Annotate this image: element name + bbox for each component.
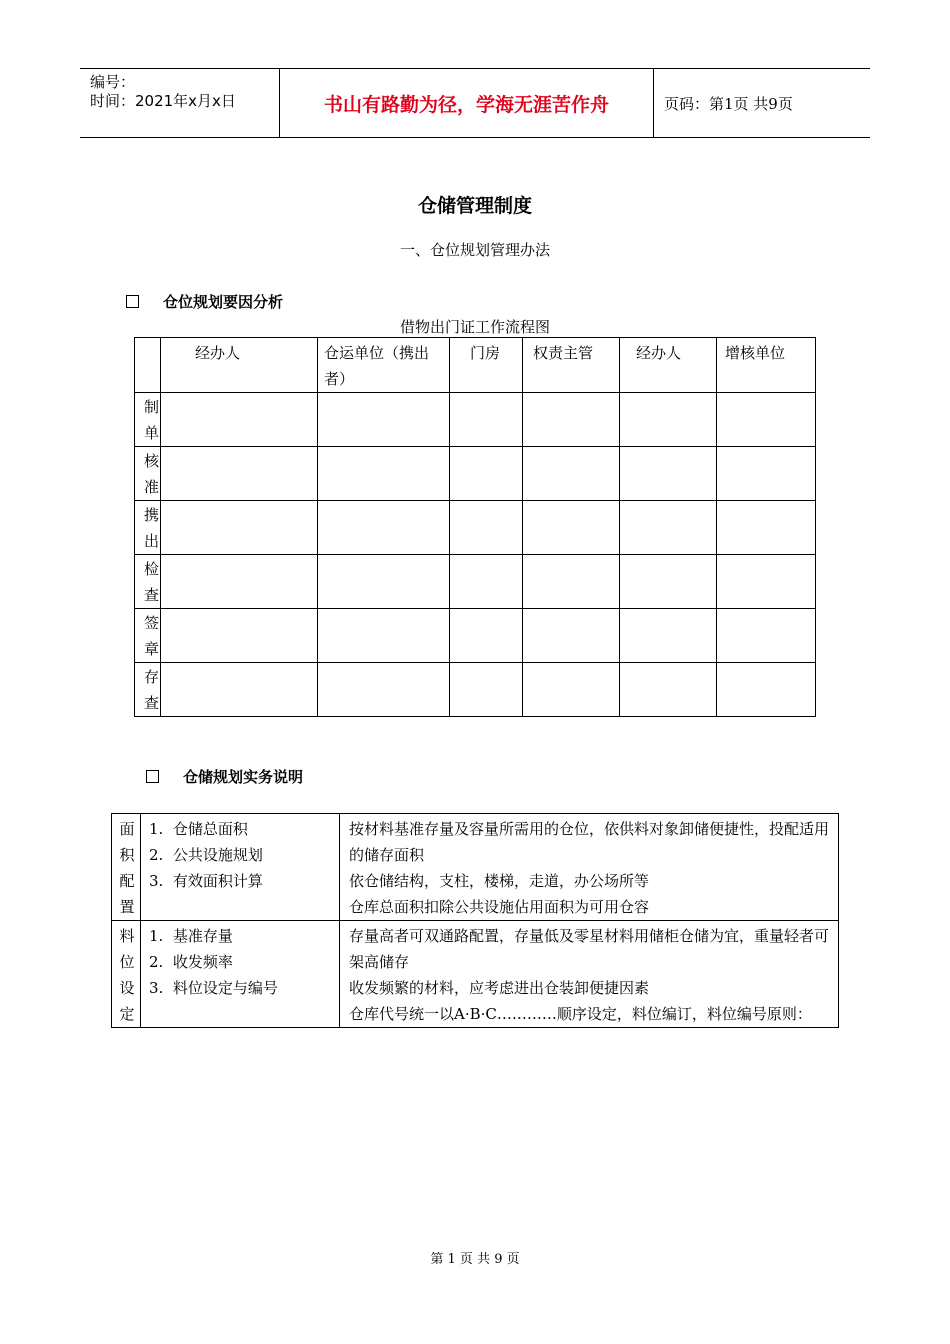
description-line: 仓库总面积扣除公共设施佔用面积为可用仓容 — [349, 898, 650, 916]
section-heading-1 — [126, 291, 283, 312]
table-cell — [717, 393, 816, 447]
description-line: 仓库代号统一以A·B·C…………顺序设定，料位编订，料位编号原则： — [349, 1005, 812, 1023]
table-cell — [450, 663, 523, 717]
row-header: 面积配置 — [112, 814, 141, 921]
table-cell — [318, 555, 450, 609]
table-cell — [318, 447, 450, 501]
table-cell — [620, 663, 717, 717]
table-cell — [620, 501, 717, 555]
time-label: 时间：2021年x月x日 — [90, 92, 236, 110]
page-footer: 第 1 页 共 9 页 — [430, 1252, 520, 1267]
description-line: 收发频繁的材料，应考虑进出仓装卸便捷因素 — [349, 979, 650, 997]
column-header: 门房 — [450, 338, 523, 393]
list-item: 1. 基准存量 — [149, 927, 233, 945]
row-header: 签章 — [135, 609, 161, 663]
list-item: 2. 收发频率 — [149, 953, 233, 971]
row-header: 制单 — [135, 393, 161, 447]
table-cell — [318, 609, 450, 663]
table-cell — [523, 393, 620, 447]
table-cell — [318, 663, 450, 717]
items-cell — [141, 814, 340, 921]
document-title: 仓储管理制度 — [417, 195, 532, 217]
row-header: 存查 — [135, 663, 161, 717]
table-cell — [620, 609, 717, 663]
checkbox-icon — [146, 770, 159, 783]
items-cell — [141, 921, 340, 1028]
description-line: 存量高者可双通路配置，存量低及零星材料用储柜仓储为宜，重量轻者可架高储存 — [349, 927, 830, 971]
checkbox-icon — [126, 295, 139, 308]
table-row — [135, 663, 816, 717]
table-row — [112, 921, 839, 1028]
table-cell — [450, 555, 523, 609]
list-item: 3. 料位设定与编号 — [149, 979, 278, 997]
column-header: 仓运单位（携出者） — [318, 338, 450, 393]
description-line: 按材料基准存量及容量所需用的仓位，依供料对象卸储便捷性，投配适用的储存面积 — [349, 820, 830, 864]
flow-table-header-row — [135, 338, 816, 393]
column-header: 经办人 — [161, 338, 318, 393]
table-cell — [161, 393, 318, 447]
section-heading-label: 仓位规划要因分析 — [163, 293, 284, 311]
table-row — [135, 609, 816, 663]
section-heading-label: 仓储规划实务说明 — [183, 768, 304, 786]
table-cell — [318, 501, 450, 555]
row-header: 检查 — [135, 555, 161, 609]
number-label: 编号： — [90, 73, 136, 91]
column-header: 增核单位 — [717, 338, 816, 393]
table-cell — [717, 447, 816, 501]
table-cell — [450, 393, 523, 447]
table-cell — [620, 555, 717, 609]
table-cell — [450, 447, 523, 501]
flow-table — [134, 337, 816, 717]
table-cell — [161, 447, 318, 501]
flow-table-caption: 借物出门证工作流程图 — [399, 318, 550, 336]
table-cell — [161, 663, 318, 717]
table-row — [135, 501, 816, 555]
header-motto: 书山有路勤为径，学海无涯苦作舟 — [280, 69, 654, 137]
corner-cell — [135, 338, 161, 393]
table-row — [135, 447, 816, 501]
table-cell — [523, 663, 620, 717]
row-header: 料位设定 — [112, 921, 141, 1028]
row-header: 核准 — [135, 447, 161, 501]
description-line: 依仓储结构，支柱，楼梯，走道，办公场所等 — [349, 872, 650, 890]
document-subtitle: 一、仓位规划管理办法 — [399, 241, 550, 259]
table-cell — [161, 501, 318, 555]
practice-table — [111, 813, 839, 1028]
column-header: 权责主管 — [523, 338, 620, 393]
description-cell — [340, 814, 839, 921]
column-header: 经办人 — [620, 338, 717, 393]
table-cell — [620, 393, 717, 447]
table-cell — [523, 447, 620, 501]
table-cell — [717, 501, 816, 555]
table-row — [135, 393, 816, 447]
table-row — [135, 555, 816, 609]
list-item: 3. 有效面积计算 — [149, 872, 263, 890]
table-cell — [523, 501, 620, 555]
row-header: 携出 — [135, 501, 161, 555]
header-meta — [80, 69, 280, 137]
table-cell — [450, 609, 523, 663]
table-cell — [161, 609, 318, 663]
list-item: 1. 仓储总面积 — [149, 820, 248, 838]
table-cell — [620, 447, 717, 501]
table-cell — [318, 393, 450, 447]
table-cell — [717, 609, 816, 663]
table-cell — [717, 663, 816, 717]
table-cell — [523, 609, 620, 663]
table-cell — [450, 501, 523, 555]
table-cell — [717, 555, 816, 609]
page-indicator: 页码：第1页 共9页 — [664, 94, 793, 113]
list-item: 2. 公共设施规划 — [149, 846, 263, 864]
table-cell — [523, 555, 620, 609]
table-row — [112, 814, 839, 921]
description-cell — [340, 921, 839, 1028]
page-header — [80, 68, 870, 138]
table-cell — [161, 555, 318, 609]
section-heading-2 — [146, 766, 303, 787]
